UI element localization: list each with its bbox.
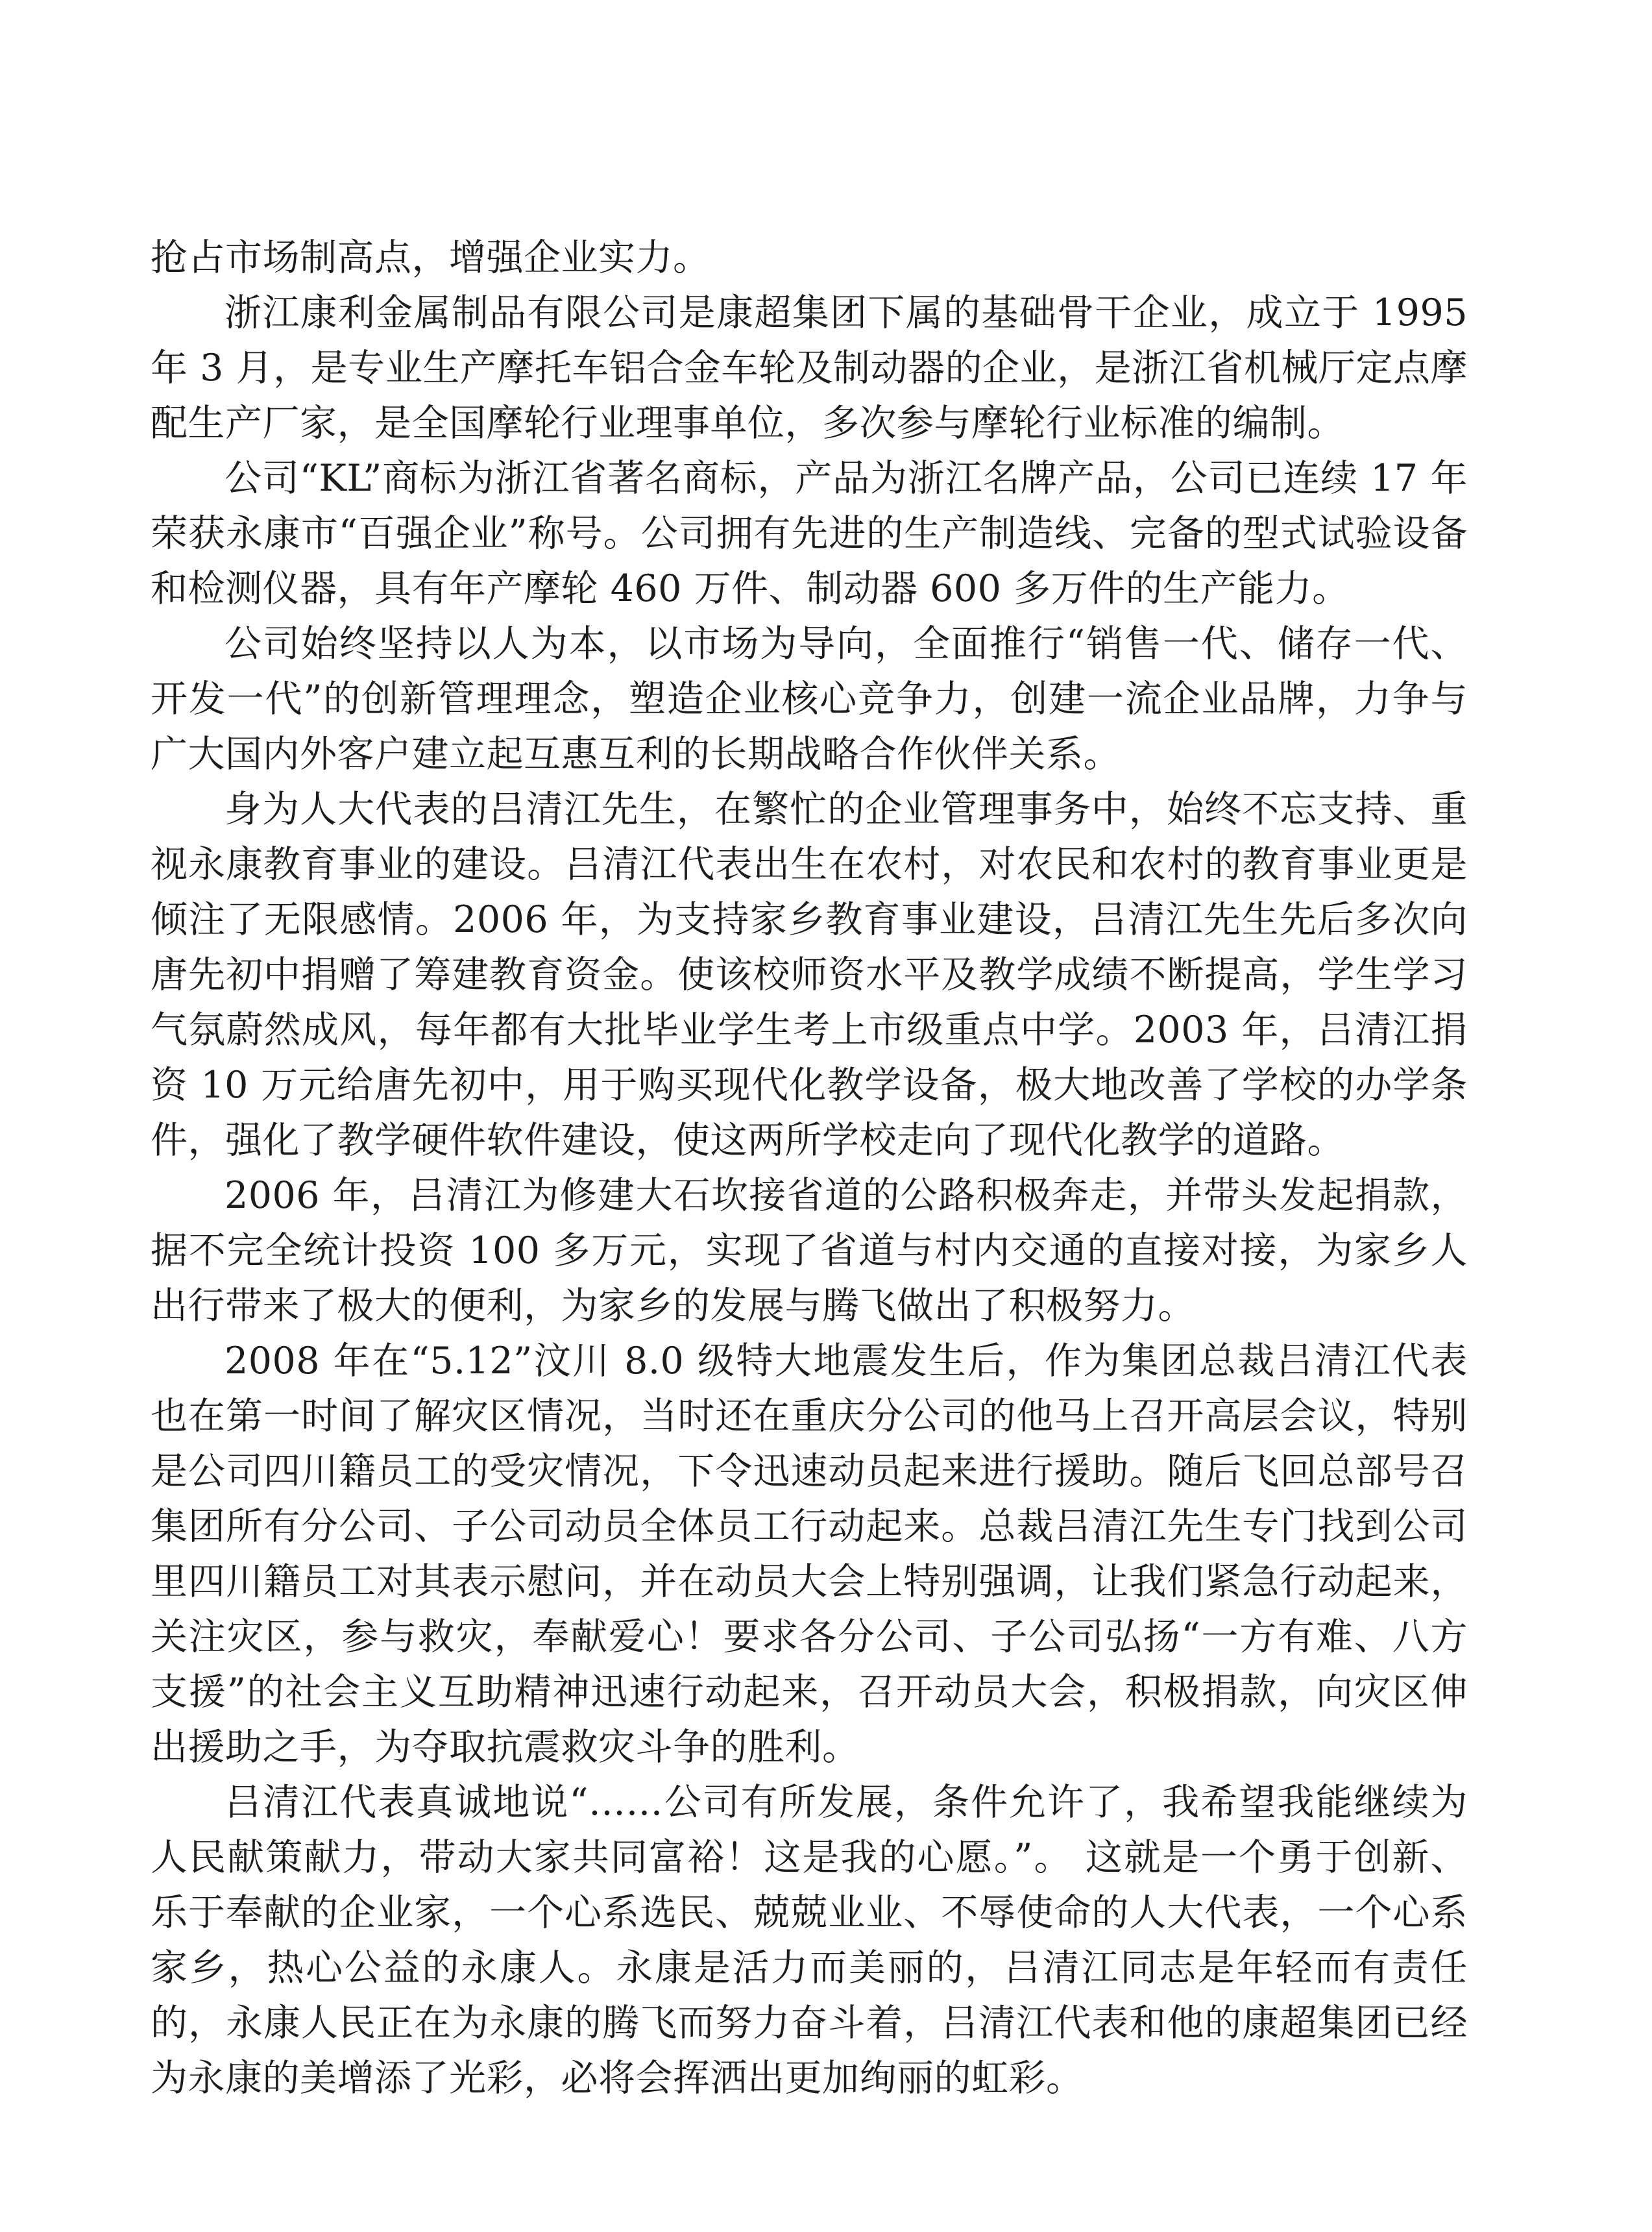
- paragraph-5: 身为人大代表的吕清江先生，在繁忙的企业管理事务中，始终不忘支持、重视永康教育事业的建设。吕清江代表出生在农村，对农民和农村的教育事业更是倾注了无限感情。2006 年，为支持家乡教育事业建设，吕清江先生先后多次向唐先初中捐赠了筹建教育资金。使该校师资水平及教学成绩不断提高，学生学习气氛蔚然成风，每年都有大批毕业学生考上市级重点中学。2003 年，吕清江捐资 10 万元给唐先初中，用于购买现代化教学设备，极大地改善了学校的办学条件，强化了教学硬件软件建设，使这两所学校走向了现代化教学的道路。: [151, 788, 1468, 1162]
- paragraph-3: 公司“KL”商标为浙江省著名商标，产品为浙江名牌产品，公司已连续 17 年荣获永康市“百强企业”称号。公司拥有先进的生产制造线、完备的型式试验设备和检测仪器，具有年产摩轮 460 万件、制动器 600 多万件的生产能力。: [151, 457, 1468, 610]
- body-text: [151, 230, 1468, 2106]
- paragraph-2: 浙江康利金属制品有限公司是康超集团下属的基础骨干企业，成立于 1995 年 3 月，是专业生产摩托车铝合金车轮及制动器的企业，是浙江省机械厅定点摩配生产厂家，是全国摩轮行业理事单位，多次参与摩轮行业标准的编制。: [151, 291, 1468, 445]
- paragraph-1: 抢占市场制高点，增强企业实力。: [151, 236, 711, 279]
- paragraph-4: 公司始终坚持以人为本，以市场为导向，全面推行“销售一代、储存一代、开发一代”的创新管理理念，塑造企业核心竞争力，创建一流企业品牌，力争与广大国内外客户建立起互惠互利的长期战略合作伙伴关系。: [151, 622, 1468, 776]
- paragraph-8: 吕清江代表真诚地说“……公司有所发展，条件允许了，我希望我能继续为人民献策献力，带动大家共同富裕！这是我的心愿。”。 这就是一个勇于创新、乐于奉献的企业家，一个心系选民、兢兢业业、不辱使命的人大代表，一个心系家乡，热心公益的永康人。永康是活力而美丽的，吕清江同志是年轻而有责任的，永康人民正在为永康的腾飞而努力奋斗着，吕清江代表和他的康超集团已经为永康的美增添了光彩，必将会挥洒出更加绚丽的虹彩。: [151, 1781, 1468, 2100]
- paragraph-6: 2006 年，吕清江为修建大石坎接省道的公路积极奔走，并带头发起捐款，据不完全统计投资 100 多万元，实现了省道与村内交通的直接对接，为家乡人出行带来了极大的便利，为家乡的发展与腾飞做出了积极努力。: [151, 1174, 1468, 1327]
- paragraph-7: 2008 年在“5.12”汶川 8.0 级特大地震发生后，作为集团总裁吕清江代表也在第一时间了解灾区情况，当时还在重庆分公司的他马上召开高层会议，特别是公司四川籍员工的受灾情况，下令迅速动员起来进行援助。随后飞回总部号召集团所有分公司、子公司动员全体员工行动起来。总裁吕清江先生专门找到公司里四川籍员工对其表示慰问，并在动员大会上特别强调，让我们紧急行动起来，关注灾区，参与救灾，奉献爱心！要求各分公司、子公司弘扬“一方有难、八方支援”的社会主义互助精神迅速行动起来，召开动员大会，积极捐款，向灾区伸出援助之手，为夺取抗震救灾斗争的胜利。: [151, 1340, 1468, 1769]
